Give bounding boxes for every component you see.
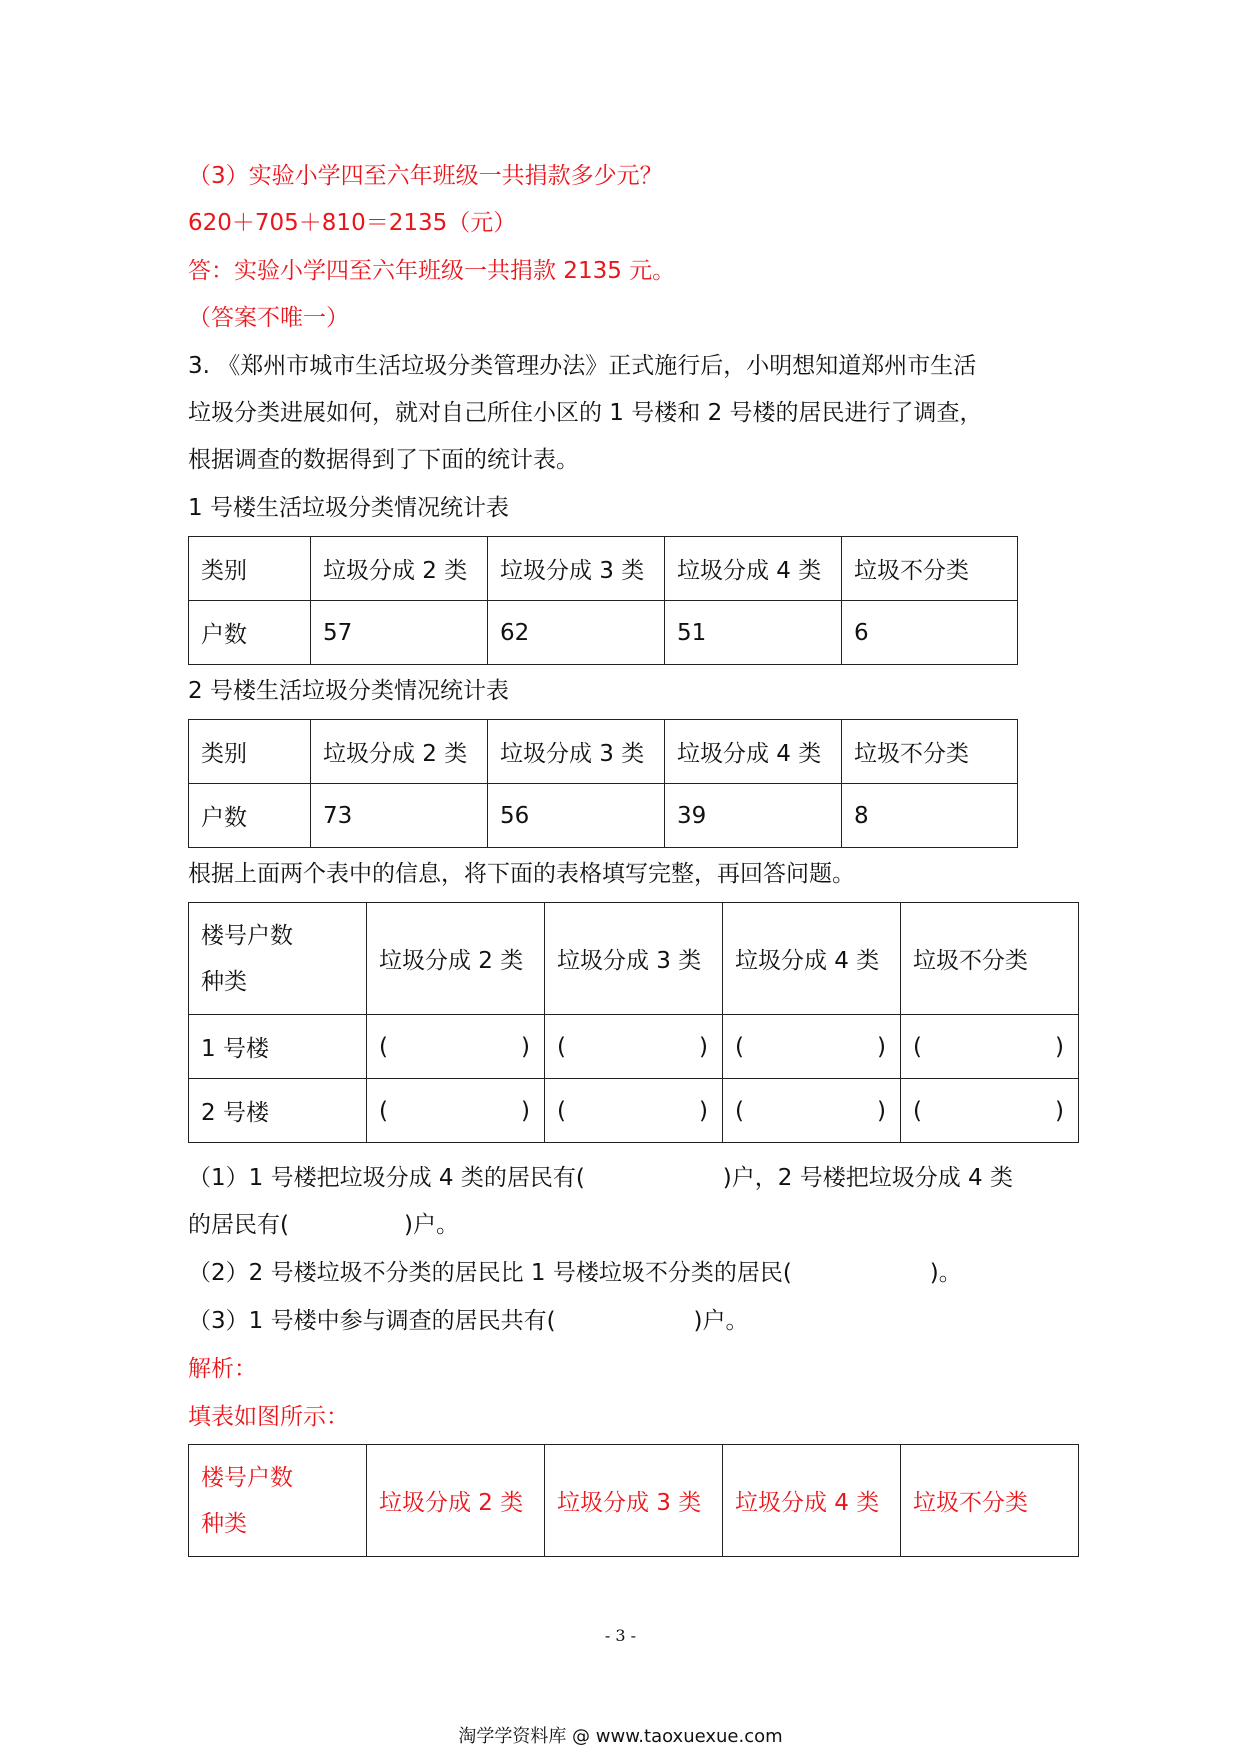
table-cell: 垃圾分成 2 类 xyxy=(367,903,545,1015)
table-cell: 垃圾分成 2 类 xyxy=(311,720,488,784)
row-label: 2 号楼 xyxy=(189,1079,367,1143)
table2 xyxy=(188,719,1018,848)
table1-title: 1 号楼生活垃圾分类情况统计表 xyxy=(188,495,509,521)
table-cell: 62 xyxy=(488,601,665,665)
table-cell: 垃圾分成 4 类 xyxy=(665,720,842,784)
table-cell: 56 xyxy=(488,784,665,848)
table-cell: 6 xyxy=(842,601,1018,665)
blank-cell[interactable] xyxy=(723,1015,901,1079)
corner-top-label: 楼号户数 xyxy=(201,922,293,949)
table-cell: 垃圾分成 4 类 xyxy=(723,1445,901,1557)
paren-open: ( xyxy=(913,1097,922,1124)
blank-cell[interactable] xyxy=(367,1015,545,1079)
table-cell: 类别 xyxy=(189,537,311,601)
paren-close: ) xyxy=(1055,1097,1064,1124)
problem-line-3: 根据调查的数据得到了下面的统计表。 xyxy=(188,447,579,473)
table-cell: 垃圾分成 4 类 xyxy=(665,537,842,601)
row-label: 1 号楼 xyxy=(189,1015,367,1079)
blank-cell[interactable] xyxy=(545,1015,723,1079)
paren-open: ( xyxy=(913,1033,922,1060)
corner-top-label: 楼号户数 xyxy=(201,1464,293,1491)
answer-note: （答案不唯一） xyxy=(188,305,349,331)
table-cell: 垃圾分成 4 类 xyxy=(723,903,901,1015)
corner-bottom-label: 种类 xyxy=(201,968,247,995)
table3-fill-in xyxy=(188,902,1079,1143)
table-cell: 73 xyxy=(311,784,488,848)
table2-title: 2 号楼生活垃圾分类情况统计表 xyxy=(188,678,509,704)
table1-data-row xyxy=(189,601,1018,665)
table2-data-row xyxy=(189,784,1018,848)
paren-open: ( xyxy=(557,1097,566,1124)
table-cell: 垃圾分成 3 类 xyxy=(545,1445,723,1557)
paren-open: ( xyxy=(735,1033,744,1060)
table1 xyxy=(188,536,1018,665)
corner-bottom-label: 种类 xyxy=(201,1510,247,1537)
paren-close: ) xyxy=(877,1097,886,1124)
paren-open: ( xyxy=(735,1097,744,1124)
question-1-line-2: 的居民有( )户。 xyxy=(188,1212,459,1238)
table3-row-building-1 xyxy=(189,1015,1079,1079)
table-cell: 垃圾不分类 xyxy=(901,903,1079,1015)
paren-open: ( xyxy=(379,1033,388,1060)
question-2: （2）2 号楼垃圾不分类的居民比 1 号楼垃圾不分类的居民( )。 xyxy=(188,1260,962,1286)
blank-cell[interactable] xyxy=(367,1079,545,1143)
question-1-line-1: （1）1 号楼把垃圾分成 4 类的居民有( )户，2 号楼把垃圾分成 4 类 xyxy=(188,1165,1013,1191)
table-cell: 垃圾分成 3 类 xyxy=(488,720,665,784)
paren-close: ) xyxy=(699,1097,708,1124)
question-3-text: （3）实验小学四至六年班级一共捐款多少元？ xyxy=(188,163,663,189)
paren-open: ( xyxy=(557,1033,566,1060)
problem-line-1: 3. 《郑州市城市生活垃圾分类管理办法》正式施行后，小明想知道郑州市生活 xyxy=(188,353,977,379)
table2-header-row xyxy=(189,720,1018,784)
fill-note: 填表如图所示： xyxy=(188,1404,349,1430)
page-number: - 3 - xyxy=(604,1626,637,1645)
table3-header-row xyxy=(189,903,1079,1015)
paren-open: ( xyxy=(379,1097,388,1124)
table-cell: 垃圾分成 3 类 xyxy=(545,903,723,1015)
corner-cell xyxy=(189,1445,367,1557)
table-cell: 垃圾不分类 xyxy=(901,1445,1079,1557)
paren-close: ) xyxy=(877,1033,886,1060)
footer-watermark: 淘学学资料库 @ www.taoxuexue.com xyxy=(458,1726,783,1747)
table4-header-row xyxy=(189,1445,1079,1557)
table-cell: 垃圾不分类 xyxy=(842,537,1018,601)
table-cell: 垃圾分成 2 类 xyxy=(311,537,488,601)
analysis-label: 解析： xyxy=(188,1356,257,1382)
blank-cell[interactable] xyxy=(545,1079,723,1143)
paren-close: ) xyxy=(1055,1033,1064,1060)
blank-cell[interactable] xyxy=(723,1079,901,1143)
corner-cell xyxy=(189,903,367,1015)
question-3: （3）1 号楼中参与调查的居民共有( )户。 xyxy=(188,1308,749,1334)
paren-close: ) xyxy=(521,1097,530,1124)
table4-answer xyxy=(188,1444,1079,1557)
paren-close: ) xyxy=(699,1033,708,1060)
table-cell: 39 xyxy=(665,784,842,848)
answer-text: 答：实验小学四至六年班级一共捐款 2135 元。 xyxy=(188,258,676,284)
calculation-text: 620＋705＋810＝2135（元） xyxy=(188,210,517,236)
table3-row-building-2 xyxy=(189,1079,1079,1143)
table-cell: 类别 xyxy=(189,720,311,784)
table-cell: 户数 xyxy=(189,784,311,848)
table-cell: 垃圾不分类 xyxy=(842,720,1018,784)
table-cell: 户数 xyxy=(189,601,311,665)
paren-close: ) xyxy=(521,1033,530,1060)
blank-cell[interactable] xyxy=(901,1079,1079,1143)
problem-line-2: 垃圾分类进展如何，就对自己所住小区的 1 号楼和 2 号楼的居民进行了调查， xyxy=(188,400,983,426)
table1-header-row xyxy=(189,537,1018,601)
blank-cell[interactable] xyxy=(901,1015,1079,1079)
instruction-text: 根据上面两个表中的信息，将下面的表格填写完整，再回答问题。 xyxy=(188,861,855,887)
table-cell: 垃圾分成 3 类 xyxy=(488,537,665,601)
table-cell: 8 xyxy=(842,784,1018,848)
table-cell: 51 xyxy=(665,601,842,665)
table-cell: 57 xyxy=(311,601,488,665)
table-cell: 垃圾分成 2 类 xyxy=(367,1445,545,1557)
